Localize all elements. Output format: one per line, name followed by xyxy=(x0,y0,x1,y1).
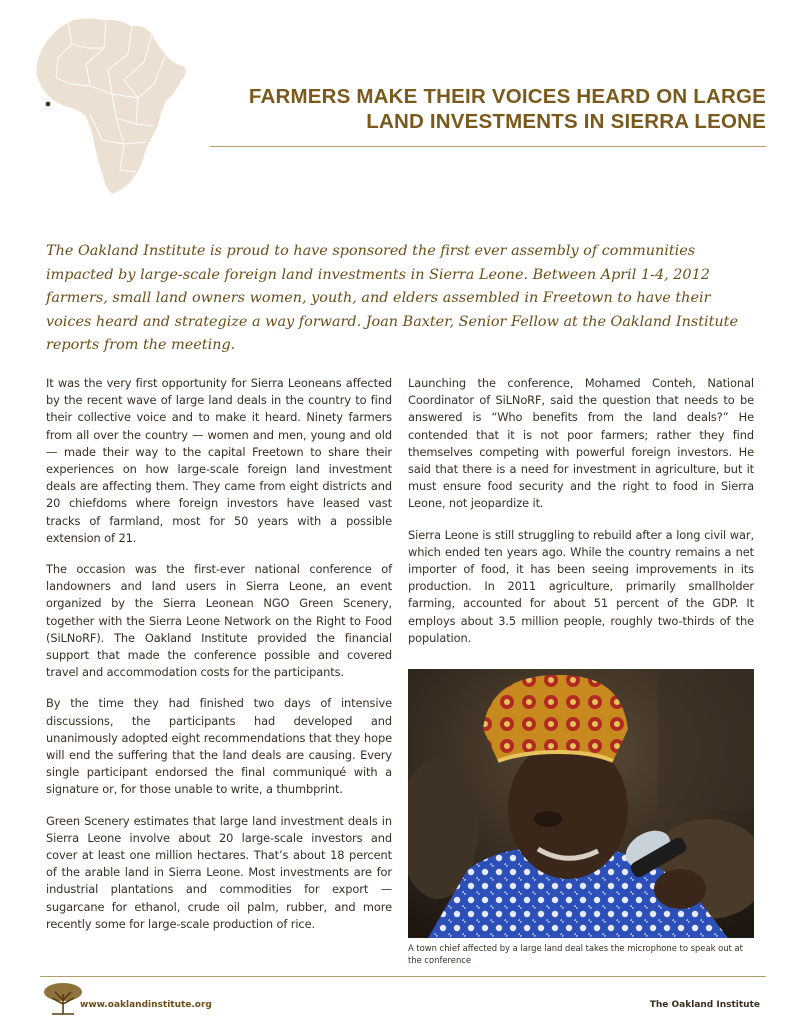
right-column xyxy=(408,375,754,661)
town-chief-photo xyxy=(408,669,754,938)
left-column xyxy=(46,375,392,947)
body-paragraph: Sierra Leone is still struggling to rebuild after a long civil war, which ended ten years ago. While the country remains a net importer of food, it has been seeing improvements in its production. In 2011 agriculture, primarily smallholder farming, accounted for about 51 percent of the GDP. It employs about 3.5 million people, roughly two-thirds of the population. xyxy=(408,527,754,645)
footer-website-link[interactable]: www.oaklandinstitute.org xyxy=(80,1000,212,1010)
body-paragraph: The occasion was the first-ever national conference of landowners and land users in Sierra Leone, an event organized by the Sierra Leonean NGO Green Scenery, together with the Sierra Leone Network on the Right to Food (SiLNoRF). The Oakland Institute provided the financial support that made the conference possible and covered travel and accommodation costs for the participants. xyxy=(46,562,392,680)
photo-illustration xyxy=(408,669,754,938)
title-line-1: FARMERS MAKE THEIR VOICES HEARD ON LARGE xyxy=(248,85,766,108)
africa-map-icon xyxy=(28,14,200,200)
body-paragraph: Launching the conference, Mohamed Conteh, National Coordinator of SiLNoRF, said the question that needs to be answered is “Who benefits from the land deals?” He contended that it is not poor farmers; rather they find themselves competing with powerful foreign investors. He said that there is a need for investment in agriculture, but it must ensure food security and the right to food in Sierra Leone, not jeopardize it. xyxy=(408,376,754,511)
footer-divider xyxy=(40,976,766,977)
title-divider xyxy=(210,146,766,147)
footer-organization: The Oakland Institute xyxy=(649,1000,760,1010)
body-paragraph: By the time they had finished two days of intensive discussions, the participants had developed and unanimously adopted eight recommendations that they hope will end the suffering that the land deals are causing. Every single participant endorsed the final communiqué with a signature or, for those unable to write, a thumbprint. xyxy=(46,696,392,797)
title-line-2: LAND INVESTMENTS IN SIERRA LEONE xyxy=(366,110,766,133)
photo-caption: A town chief affected by a large land deal takes the microphone to speak out at the conference xyxy=(408,943,743,965)
tree-logo-icon xyxy=(42,980,84,1018)
intro-paragraph: The Oakland Institute is proud to have sponsored the first ever assembly of communities impacted by large-scale foreign land investments in Sierra Leone. Between April 1-4, 2012 farmers, small land owners women, youth, and elders assembled in Freetown to have their voices heard and strategize a way forward. Joan Baxter, Senior Fellow at the Oakland Institute reports from the meeting. xyxy=(46,243,738,353)
body-paragraph: Green Scenery estimates that large land investment deals in Sierra Leone involve about 20 large-scale investors and cover at least one million hectares. That’s about 18 percent of the arable land in Sierra Leone. Most investments are for industrial plantations and commodities for export — sugarcane for ethanol, crude oil palm, rubber, and more recently some for large-scale production of rice. xyxy=(46,813,392,931)
page-title xyxy=(206,84,766,134)
body-paragraph: It was the very first opportunity for Sierra Leoneans affected by the recent wave of large land deals in the country to find their collective voice and to make it heard. Ninety farmers from all over the country — women and men, young and old — made their way to the capital Freetown to share their experiences on how large-scale foreign land investment deals are affecting them. They came from eight districts and 20 chiefdoms where foreign investors have leased vast tracks of farmland, most for 50 years with a possible extension of 21. xyxy=(46,376,392,545)
